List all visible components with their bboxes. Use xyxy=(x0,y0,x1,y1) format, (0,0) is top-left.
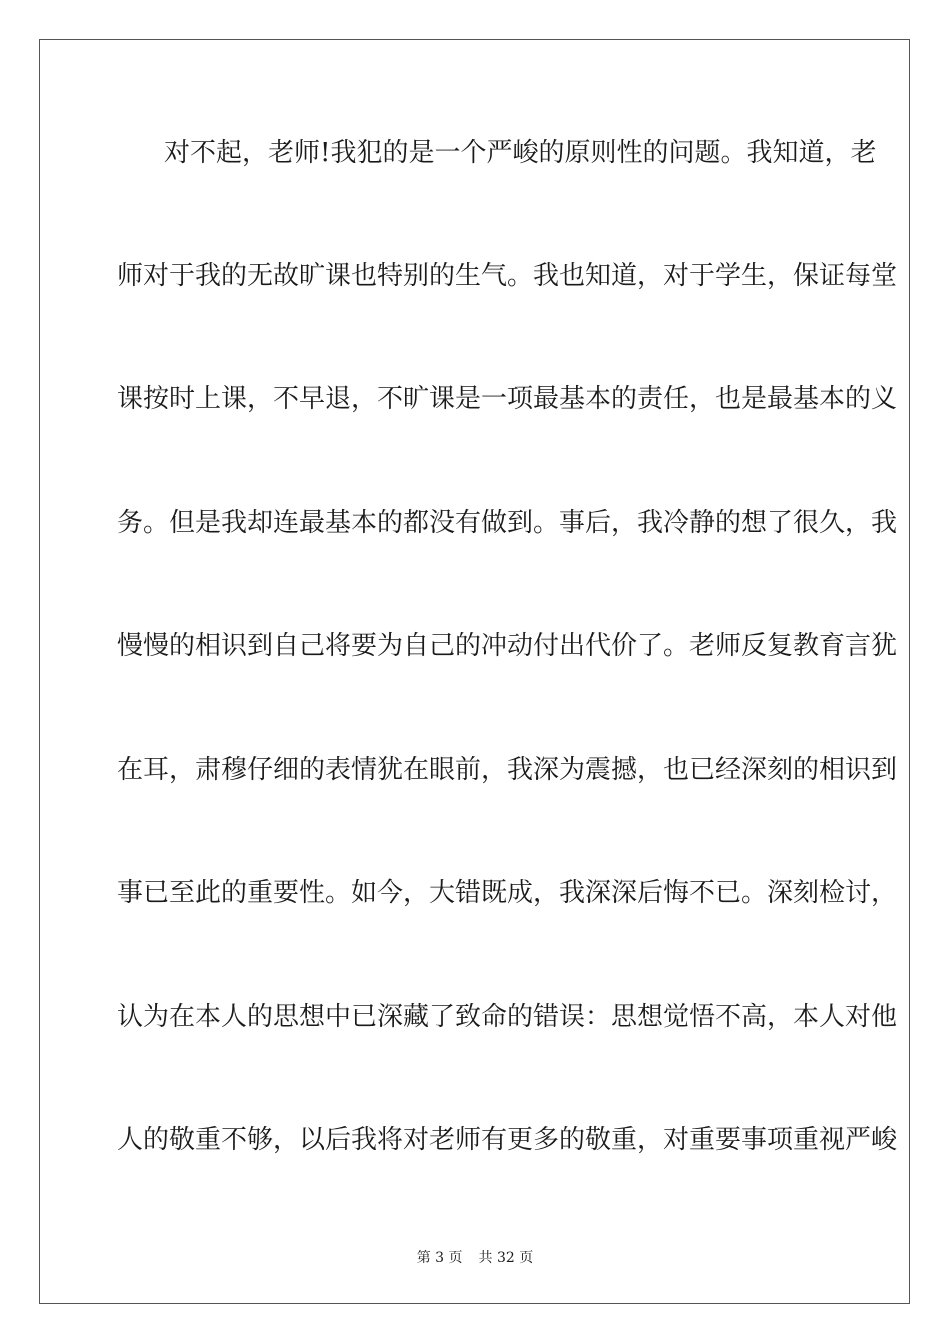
page-footer xyxy=(0,1247,950,1267)
page-total: 共 32 页 xyxy=(478,1250,534,1266)
page-border xyxy=(39,39,910,1304)
body-text-line-9: 人的敬重不够，以后我将对老师有更多的敬重，对重要事项重视严峻 xyxy=(117,1125,898,1155)
body-text-line-2: 师对于我的无故旷课也特别的生气。我也知道，对于学生，保证每堂 xyxy=(117,261,898,291)
page-number: 第 3 页 xyxy=(416,1250,463,1266)
body-text-line-4: 务。但是我却连最基本的都没有做到。事后，我冷静的想了很久，我 xyxy=(117,508,898,538)
body-text-line-5: 慢慢的相识到自己将要为自己的冲动付出代价了。老师反复教育言犹 xyxy=(117,631,898,661)
body-text-line-3: 课按时上课，不早退，不旷课是一项最基本的责任，也是最基本的义 xyxy=(117,384,898,414)
body-text-line-8: 认为在本人的思想中已深藏了致命的错误：思想觉悟不高，本人对他 xyxy=(117,1002,898,1032)
body-text-line-7: 事已至此的重要性。如今，大错既成，我深深后悔不已。深刻检讨， xyxy=(117,878,898,908)
body-text-line-1: 对不起，老师!我犯的是一个严峻的原则性的问题。我知道，老 xyxy=(164,138,877,168)
body-text-line-6: 在耳，肃穆仔细的表情犹在眼前，我深为震撼，也已经深刻的相识到 xyxy=(117,755,898,785)
